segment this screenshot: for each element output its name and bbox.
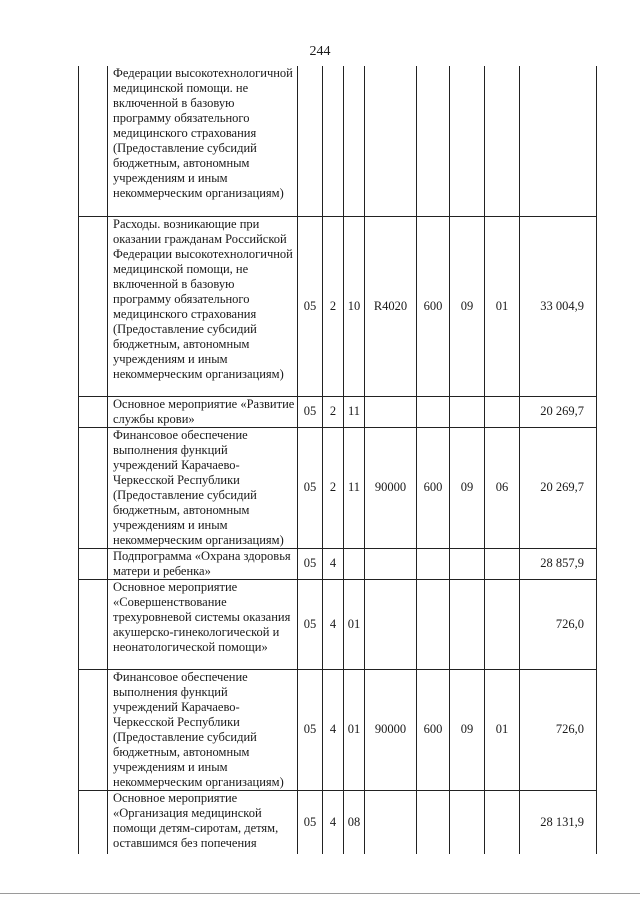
direction-code	[365, 548, 417, 579]
direction-code	[365, 396, 417, 427]
item-name: Подпрограмма «Охрана здоровья матери и ребенка»	[108, 548, 298, 579]
blank-cell	[79, 396, 108, 427]
table-row	[79, 396, 597, 427]
page-number: 244	[309, 44, 331, 59]
blank-cell	[79, 579, 108, 669]
subsection-code	[485, 66, 520, 216]
amount: 20 269,7	[520, 427, 597, 548]
section-code	[450, 548, 485, 579]
amount: 28 131,9	[520, 790, 597, 854]
program-code: 05	[298, 669, 323, 790]
expense-type-code: 600	[417, 216, 450, 396]
expense-type-code: 600	[417, 669, 450, 790]
subsection-code	[485, 548, 520, 579]
table-row	[79, 548, 597, 579]
direction-code	[365, 579, 417, 669]
section-code	[450, 66, 485, 216]
blank-cell	[79, 790, 108, 854]
item-name: Федерации высокотехнологичной медицинской помощи. не включенной в базовую программу обязательного медицинского страхования (Предоставление субсидий бюджетным, автономным учреждениям и иным некоммерческим организациям)	[108, 66, 298, 216]
program-code: 05	[298, 790, 323, 854]
subprogram-code: 4	[323, 548, 344, 579]
item-name: Финансовое обеспечение выполнения функций учреждений Карачаево-Черкесской Республики (Предоставление субсидий бюджетным, автономным учреждениям и иным некоммерческим организациям)	[108, 427, 298, 548]
measure-code	[344, 548, 365, 579]
expense-type-code	[417, 790, 450, 854]
subprogram-code	[323, 66, 344, 216]
section-code: 09	[450, 216, 485, 396]
expense-type-code: 600	[417, 427, 450, 548]
section-code	[450, 579, 485, 669]
program-code: 05	[298, 579, 323, 669]
measure-code: 11	[344, 427, 365, 548]
item-name: Финансовое обеспечение выполнения функций учреждений Карачаево-Черкесской Республики (Предоставление субсидий бюджетным, автономным учреждениям и иным некоммерческим организациям)	[108, 669, 298, 790]
table-row	[79, 579, 597, 669]
expense-type-code	[417, 66, 450, 216]
direction-code: 90000	[365, 669, 417, 790]
measure-code: 10	[344, 216, 365, 396]
amount	[520, 66, 597, 216]
section-code: 09	[450, 669, 485, 790]
budget-table	[78, 66, 597, 854]
program-code: 05	[298, 548, 323, 579]
program-code: 05	[298, 427, 323, 548]
section-code: 09	[450, 427, 485, 548]
subsection-code: 01	[485, 669, 520, 790]
subprogram-code: 2	[323, 427, 344, 548]
blank-cell	[79, 427, 108, 548]
direction-code	[365, 790, 417, 854]
item-name: Основное мероприятие «Развитие службы крови»	[108, 396, 298, 427]
table-row	[79, 66, 597, 216]
blank-cell	[79, 669, 108, 790]
amount: 726,0	[520, 669, 597, 790]
item-name: Расходы. возникающие при оказании гражданам Российской Федерации высокотехнологичной медицинской помощи, не включенной в базовую программу обязательного медицинского страхования (Предоставление субсидий бюджетным, автономным учреждениям и иным некоммерческим организациям)	[108, 216, 298, 396]
expense-type-code	[417, 579, 450, 669]
subprogram-code: 2	[323, 396, 344, 427]
program-code: 05	[298, 396, 323, 427]
direction-code	[365, 66, 417, 216]
subprogram-code: 4	[323, 669, 344, 790]
amount: 28 857,9	[520, 548, 597, 579]
measure-code: 11	[344, 396, 365, 427]
table-row	[79, 216, 597, 396]
amount: 20 269,7	[520, 396, 597, 427]
direction-code: 90000	[365, 427, 417, 548]
program-code: 05	[298, 216, 323, 396]
subprogram-code: 4	[323, 579, 344, 669]
table-row	[79, 790, 597, 854]
subsection-code	[485, 396, 520, 427]
amount: 726,0	[520, 579, 597, 669]
measure-code: 08	[344, 790, 365, 854]
subprogram-code: 2	[323, 216, 344, 396]
subsection-code: 01	[485, 216, 520, 396]
subsection-code: 06	[485, 427, 520, 548]
item-name: Основное мероприятие «Совершенствование трехуровневой системы оказания акушерско-гинекологической и неонатологической помощи»	[108, 579, 298, 669]
scan-edge-line	[0, 893, 640, 894]
blank-cell	[79, 548, 108, 579]
direction-code: R4020	[365, 216, 417, 396]
section-code	[450, 790, 485, 854]
measure-code	[344, 66, 365, 216]
subsection-code	[485, 790, 520, 854]
expense-type-code	[417, 548, 450, 579]
subprogram-code: 4	[323, 790, 344, 854]
amount: 33 004,9	[520, 216, 597, 396]
blank-cell	[79, 66, 108, 216]
measure-code: 01	[344, 669, 365, 790]
section-code	[450, 396, 485, 427]
blank-cell	[79, 216, 108, 396]
expense-type-code	[417, 396, 450, 427]
table-row	[79, 427, 597, 548]
subsection-code	[485, 579, 520, 669]
table-row	[79, 669, 597, 790]
program-code	[298, 66, 323, 216]
measure-code: 01	[344, 579, 365, 669]
item-name: Основное мероприятие «Организация медицинской помощи детям-сиротам, детям, оставшимся без попечения	[108, 790, 298, 854]
